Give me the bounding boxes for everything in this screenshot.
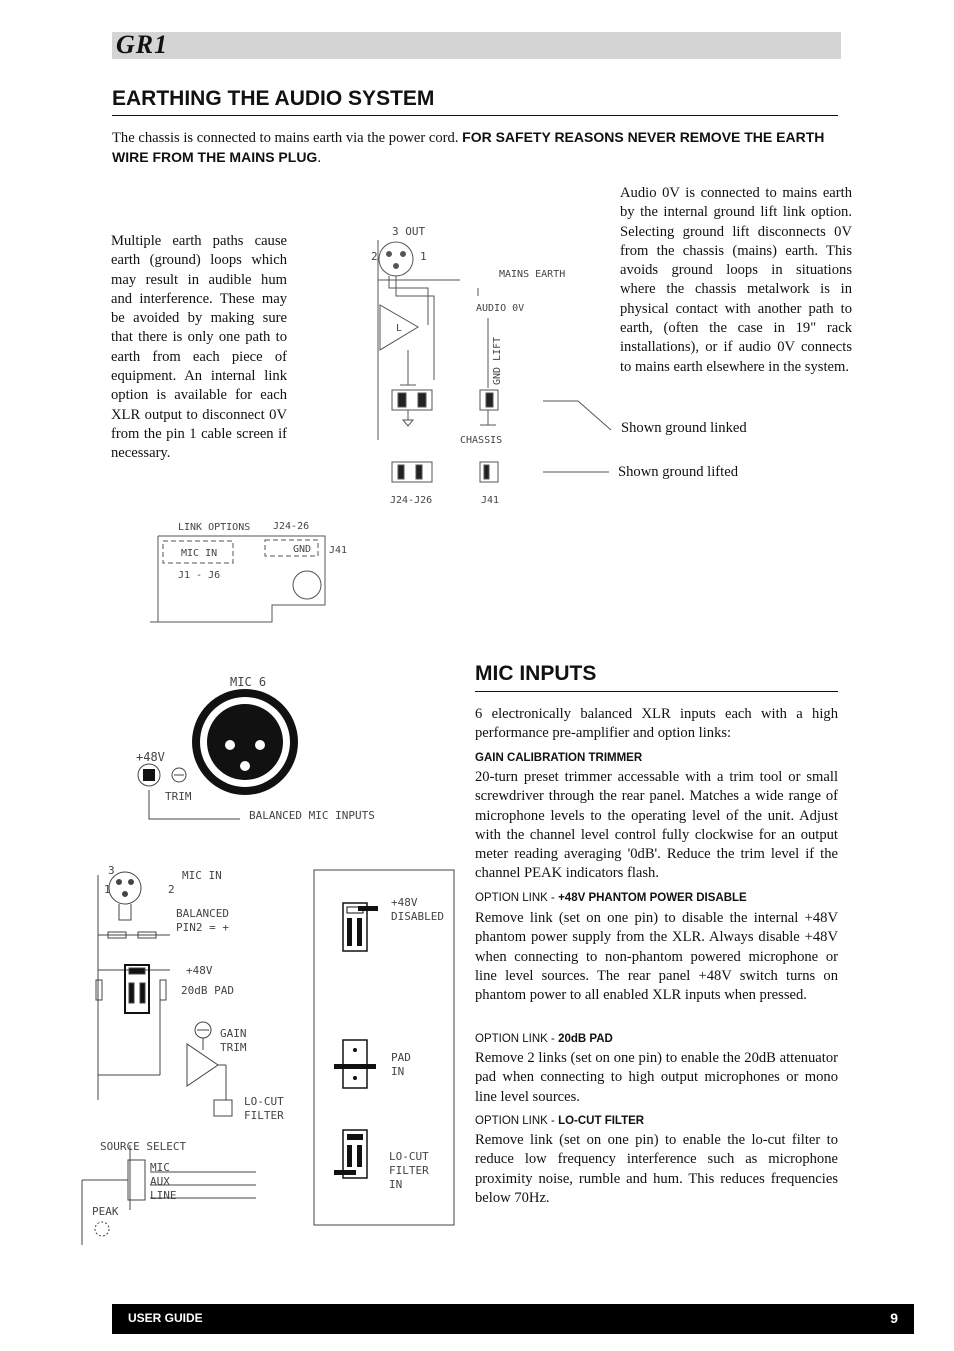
link-filter-label: FILTER (389, 1164, 429, 1177)
link-pad-label: PAD (391, 1051, 411, 1064)
out-pin1: 1 (420, 250, 427, 263)
caption-ground-linked: Shown ground linked (621, 420, 747, 436)
link-locut-in-label: IN (389, 1178, 403, 1191)
gnd-lift-label: GND LIFT (492, 336, 503, 385)
earthing-safety-warning: FOR SAFETY REASONS NEVER REMOVE THE EARTH WIRE FROM THE MAINS PLUG (112, 129, 825, 166)
j41-label: J41 (481, 495, 500, 506)
sch-pin2-plus: PIN2 = + (176, 921, 229, 934)
sch-pin2: 2 (168, 883, 175, 896)
link-pad-in (334, 1040, 376, 1088)
audio-0v-label: AUDIO 0V (476, 303, 525, 314)
pad-text: Remove 2 links (set on one pin) to enable the 20dB attenuator pad when connecting to high output microphones or mono line level sources. (475, 1050, 838, 1105)
sch-src-mic: MIC (150, 1161, 170, 1174)
chassis-label: CHASSIS (460, 435, 503, 446)
gain-title-text: GAIN CALIBRATION TRIMMER (475, 752, 643, 764)
phantom-prefix: OPTION LINK - (475, 892, 559, 904)
link-pad-in-label: IN (391, 1065, 405, 1078)
earthing-diagram (0, 0, 954, 640)
peak-indicator (95, 1222, 109, 1236)
out-pin2: 2 (371, 250, 378, 263)
phantom-text: Remove link (set on one pin) to disable the internal +48V phantom power supply from the XLR. Always disable +48V when connecting to non-phantom powered microphone or line level sources. The rear panel +48V switch turns on phantom power to all enabled XLR inputs when pressed. (475, 910, 838, 1004)
gain-title (475, 752, 642, 764)
sch-balanced: BALANCED (176, 907, 229, 920)
sch-mic-in: MIC IN (182, 869, 222, 882)
link-48v-disabled (343, 903, 378, 951)
sch-src-aux: AUX (150, 1175, 170, 1188)
sch-locut: LO-CUT (244, 1095, 284, 1108)
earthing-intro-text: The chassis is connected to mains earth via the power cord. (112, 130, 463, 146)
out-label: 3 OUT (392, 225, 426, 238)
mic-inputs-diagram (0, 660, 470, 1260)
link-locut-filter-in (334, 1130, 367, 1178)
sch-48v: +48V (186, 964, 213, 977)
xlr-out-connector (379, 242, 413, 276)
earthing-left-text: Multiple earth paths cause earth (ground) loops which may result in audible hum and interference. These may be avoided by making sure that there is only one path to earth from each piece of equipment. An internal link option is available for each XLR output to disconnect 0V from the pin 1 cable screen if necessary. (111, 233, 287, 462)
locut-title (475, 1115, 644, 1127)
sch-gain: GAIN (220, 1027, 247, 1040)
board-j1-j6-label: J1 - J6 (178, 570, 221, 581)
phantom-title-text: +48V PHANTOM POWER DISABLE (558, 892, 747, 904)
board-gnd-label: GND (293, 544, 312, 555)
sch-20db-pad: 20dB PAD (181, 984, 234, 997)
board-mic-in-label: MIC IN (181, 548, 218, 559)
locut-title-text: LO-CUT FILTER (558, 1115, 645, 1127)
board-j41-label: J41 (329, 545, 348, 556)
mic6-label: MIC 6 (230, 675, 267, 689)
sch-source-select: SOURCE SELECT (100, 1140, 187, 1153)
pad-prefix: OPTION LINK - (475, 1033, 559, 1045)
phantom-title (475, 892, 747, 904)
sch-pin1: 1 (104, 883, 111, 896)
product-title: GR1 (116, 30, 169, 59)
link-options-label: LINK OPTIONS (178, 522, 251, 533)
mic-intro: 6 electronically balanced XLR inputs each with a high performance pre-amplifier and option links: (475, 706, 838, 742)
amp-l-label: L (396, 323, 403, 334)
j24-label: J24-J26 (390, 495, 433, 506)
mains-earth-label: MAINS EARTH (499, 269, 566, 280)
page-number: 9 (890, 1310, 898, 1326)
balanced-inputs-label: BALANCED MIC INPUTS (249, 809, 375, 822)
gain-text: 20-turn preset trimmer accessable with a trim tool or small screwdriver through the rear panel. Matches a wide range of microphone levels to the operating level of the unit. Adjust with the channel level control fully clockwise for an output meter reading averaging '0dB'. Reduce the trim level if the channel PEAK indicators flash. (475, 769, 838, 882)
front-48v-label: +48V (136, 750, 165, 764)
j24-26-label: J24-26 (273, 521, 310, 532)
sch-trim: TRIM (220, 1041, 247, 1054)
sch-peak: PEAK (92, 1205, 119, 1218)
link-48v-label: +48V (391, 896, 418, 909)
link-locut-label: LO-CUT (389, 1150, 429, 1163)
source-select-switch (128, 1160, 145, 1200)
front-trim-label: TRIM (165, 790, 192, 803)
locut-prefix: OPTION LINK - (475, 1115, 559, 1127)
locut-text: Remove link (set on one pin) to enable the lo-cut filter to reduce low frequency interference such as microphone proximity noise, rumble and hum. This reduces frequencies below 70Hz. (475, 1132, 838, 1206)
sch-src-line: LINE (150, 1189, 177, 1202)
sch-filter: FILTER (244, 1109, 284, 1122)
earthing-right-text: Audio 0V is connected to mains earth by the internal ground lift link option. Selecting ground lift disconnects 0V from the chassis (mains) earth. This avoids ground loops in situations where the chassis metalwork is in physical contact with another path to earth, (often the case in 19" rack installations), or if audio 0V connects to mains earth elsewhere in the system. (620, 185, 852, 375)
sch-pin3: 3 (108, 864, 115, 877)
footer-label: USER GUIDE (128, 1311, 203, 1325)
mic-inputs-rule (475, 691, 838, 692)
earthing-heading: EARTHING THE AUDIO SYSTEM (112, 87, 435, 110)
mic-inputs-heading: MIC INPUTS (475, 662, 597, 685)
caption-ground-lifted: Shown ground lifted (618, 464, 738, 480)
pad-title (475, 1033, 613, 1045)
earthing-intro-end: . (317, 150, 321, 167)
footer-bar (112, 1304, 914, 1334)
pad-title-text: 20dB PAD (558, 1033, 613, 1045)
link-disabled-label: DISABLED (391, 910, 444, 923)
